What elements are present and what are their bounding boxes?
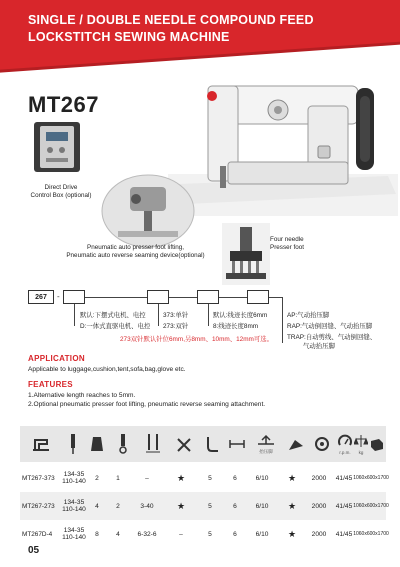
motor-option-2: D:一体式直驱电机、电控	[80, 323, 151, 330]
needle-option-2: 273:双针	[163, 323, 189, 330]
presser-lift-icon	[250, 428, 282, 460]
model-title: MT267	[28, 92, 99, 117]
four-needle-foot-image	[222, 223, 270, 285]
feature-item-2: 2.Optional pneumatic presser foot lifting, pneumatic reverse seaming attachment.	[28, 401, 266, 408]
code-device-box	[247, 290, 269, 304]
row-needle: 134-35 110-140	[62, 527, 86, 541]
application-title: APPLICATION	[28, 354, 85, 363]
row-c10: 2000	[311, 474, 327, 482]
row-c7: 6	[233, 474, 237, 482]
row-c6: 5	[208, 530, 212, 538]
package-icon	[368, 428, 386, 460]
auto-lift-image	[100, 173, 196, 249]
row-c3: 4	[116, 530, 120, 538]
sewing-machine-image	[168, 66, 398, 216]
code-dash-1: -	[57, 292, 60, 301]
needle-gauge-note: 273双针默认针位6mm,另8mm、10mm、12mm可选。	[120, 336, 274, 343]
weight-icon	[354, 428, 368, 460]
foot-lift-icon	[284, 428, 308, 460]
row-c3: 2	[116, 502, 120, 510]
code-line-a	[85, 297, 147, 298]
control-box-caption: Direct Drive Control Box (optional)	[30, 184, 92, 199]
knee-lift-icon	[200, 428, 224, 460]
code-stitch-box	[197, 290, 219, 304]
feature-item-1: 1.Alternative length reaches to 5mm.	[28, 392, 136, 399]
row-c5: ★	[176, 472, 186, 483]
code-branch-device	[282, 297, 283, 343]
row-c5: –	[179, 530, 183, 538]
row-c9: ★	[287, 500, 297, 511]
speed-label: r.p.m.	[339, 450, 351, 455]
table-row	[20, 464, 389, 492]
stitch-length-icon	[226, 428, 248, 460]
row-c12: 1060x600x1700	[353, 502, 389, 509]
code-prefix-box	[28, 290, 54, 304]
code-line-c	[219, 297, 247, 298]
trim-icon	[170, 428, 198, 460]
machine-head-icon	[22, 428, 60, 460]
device-option-4: 气动抬压脚	[303, 343, 335, 350]
row-c8: 6/10	[255, 530, 269, 538]
row-model: MT267D-4	[22, 530, 53, 538]
row-c2: 4	[95, 502, 99, 510]
code-branch-motor	[74, 304, 75, 326]
needle-gauge-icon	[138, 428, 168, 460]
code-prefix: 267	[35, 293, 47, 301]
row-c7: 6	[233, 530, 237, 538]
application-text: Applicable to luggage,cushion,tent,sofa,bag,glove etc.	[28, 366, 186, 373]
row-c12: 1060x600x1700	[353, 474, 389, 481]
stitch-option-2: 8:线迹长度8mm	[213, 323, 259, 330]
row-model: MT267-273	[22, 502, 55, 510]
code-branch-device-h	[269, 297, 282, 298]
page-number: 05	[28, 545, 40, 556]
row-model: MT267-373	[22, 474, 55, 482]
row-c11: 41/45	[335, 474, 353, 482]
needle-bar-icon	[62, 428, 84, 460]
bobbin-hook-icon	[310, 428, 334, 460]
title-line-2: LOCKSTITCH SEWING MACHINE	[28, 30, 230, 44]
row-c11: 41/45	[335, 530, 353, 538]
row-needle: 134-35 110-140	[62, 471, 86, 485]
bobbin-icon	[86, 428, 108, 460]
row-c8: 6/10	[255, 474, 269, 482]
table-row	[20, 492, 389, 520]
row-c4: –	[145, 474, 149, 482]
row-c4: 3-40	[140, 502, 154, 510]
code-branch-stitch	[208, 304, 209, 326]
device-option-2: RAP:气动倒回缝、气动抬压脚	[287, 323, 373, 330]
needle-option-1: 373:单针	[163, 312, 189, 319]
row-needle: 134-35 110-140	[62, 499, 86, 513]
stitch-option-1: 默认:线迹长度6mm	[213, 312, 268, 319]
features-title: FEATURES	[28, 380, 73, 389]
auto-lift-caption: Pneumatic auto presser foot lifting, Pneumatic auto reverse seaming device(optional)	[66, 244, 205, 259]
code-line-b	[169, 297, 197, 298]
presser-label: 抬压脚	[259, 448, 273, 454]
weight-label: kg	[358, 450, 364, 455]
row-c10: 2000	[311, 502, 327, 510]
needle-count-icon	[110, 428, 136, 460]
row-c7: 6	[233, 502, 237, 510]
row-c2: 8	[95, 530, 99, 538]
device-option-1: AP:气动抬压脚	[287, 312, 330, 319]
row-c6: 5	[208, 502, 212, 510]
row-c10: 2000	[311, 530, 327, 538]
row-c5: ★	[176, 500, 186, 511]
row-c11: 41/45	[335, 502, 353, 510]
code-needle-box	[147, 290, 169, 304]
row-c4: 6-32-6	[137, 530, 157, 538]
code-branch-needle	[158, 304, 159, 326]
row-c6: 5	[208, 474, 212, 482]
spec-icon-bar	[20, 426, 386, 462]
four-needle-caption: Four needle Presser foot	[270, 236, 304, 251]
motor-option-1: 默认:下摆式电机、电控	[80, 312, 146, 319]
device-option-3: TRAP:自动剪线、气动倒回缝、	[287, 334, 377, 341]
row-c12: 1060x600x1700	[353, 530, 389, 537]
row-c9: ★	[287, 528, 297, 539]
row-c2: 2	[95, 474, 99, 482]
row-c3: 1	[116, 474, 120, 482]
speed-icon	[336, 428, 354, 460]
row-c8: 6/10	[255, 502, 269, 510]
title-line-1: SINGLE / DOUBLE NEEDLE COMPOUND FEED	[28, 13, 314, 27]
row-c9: ★	[287, 472, 297, 483]
table-row	[20, 520, 389, 548]
control-box-image	[28, 118, 86, 176]
code-motor-box	[63, 290, 85, 304]
